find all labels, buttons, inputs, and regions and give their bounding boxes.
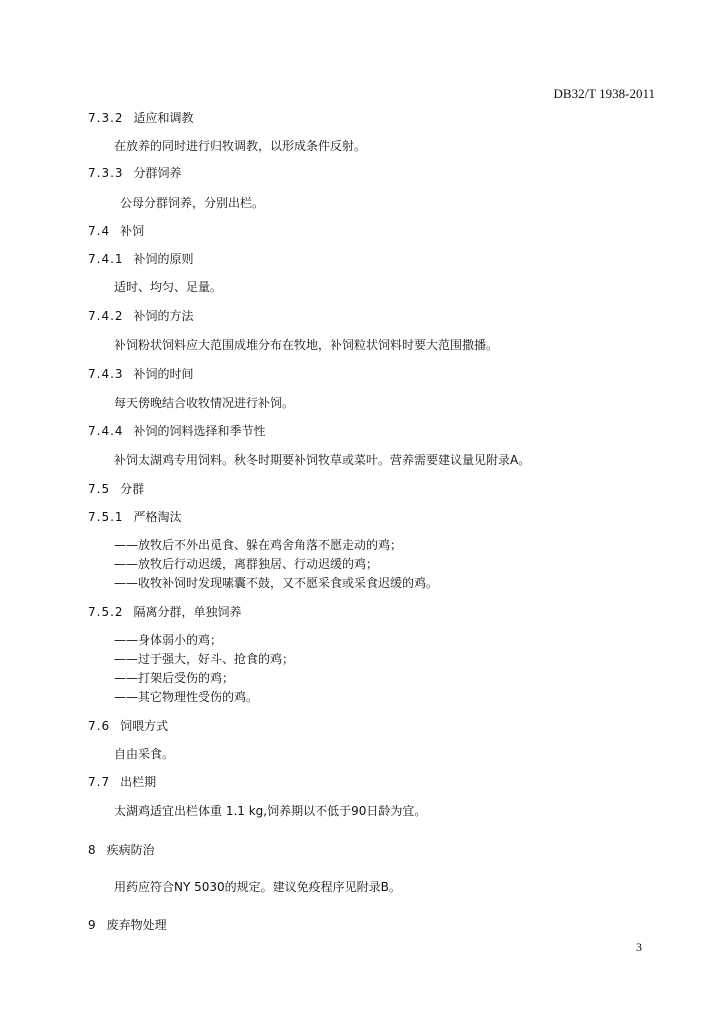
- heading-7-3-3: [88, 165, 182, 181]
- section-number: 7.4.1: [88, 252, 124, 266]
- section-title: 废弃物处理: [106, 918, 167, 932]
- section-title: 补饲的方法: [133, 309, 194, 323]
- section-number: 7.5: [88, 482, 111, 496]
- section-number: 7.3.3: [88, 166, 124, 180]
- paragraph: 太湖鸡适宜出栏体重 1.1 kg,饲养期以不低于90日龄为宜。: [114, 804, 427, 818]
- heading-7-4: [88, 223, 144, 239]
- heading-7-3-2: [88, 110, 194, 126]
- section-number: 7.6: [88, 719, 111, 733]
- section-title: 严格淘汰: [133, 510, 182, 524]
- section-number: 8: [88, 843, 97, 857]
- document-code: DB32/T 1938-2011: [553, 86, 655, 101]
- paragraph: 用药应符合NY 5030的规定。建议免疫程序见附录B。: [114, 880, 401, 894]
- section-number: 7.4.3: [88, 367, 124, 381]
- section-number: 7.3.2: [88, 111, 124, 125]
- section-number: 7.7: [88, 775, 111, 789]
- section-title: 补饲的原则: [133, 252, 194, 266]
- section-title: 适应和调教: [133, 111, 194, 125]
- list-item: ——身体弱小的鸡；: [114, 633, 223, 647]
- section-title: 补饲的时间: [133, 367, 194, 381]
- paragraph: 自由采食。: [114, 747, 175, 761]
- heading-7-6: [88, 718, 168, 734]
- heading-7-4-3: [88, 366, 194, 382]
- heading-7-4-2: [88, 308, 194, 324]
- heading-7-7: [88, 774, 156, 790]
- section-title: 分群饲养: [133, 166, 182, 180]
- section-number: 7.4: [88, 224, 111, 238]
- paragraph: 适时、均匀、足量。: [114, 280, 223, 294]
- section-title: 补饲: [120, 224, 145, 238]
- heading-7-5: [88, 481, 144, 497]
- section-title: 饲喂方式: [120, 719, 169, 733]
- section-number: 7.4.2: [88, 309, 124, 323]
- section-number: 9: [88, 918, 97, 932]
- list-item: ——放牧后行动迟缓，离群独居、行动迟缓的鸡；: [114, 557, 379, 571]
- heading-9: [88, 917, 167, 933]
- section-number: 7.4.4: [88, 424, 124, 438]
- list-item: ——放牧后不外出觅食、躲在鸡舍角落不愿走动的鸡；: [114, 538, 403, 552]
- list-item: ——打架后受伤的鸡；: [114, 671, 235, 685]
- paragraph: 每天傍晚结合收牧情况进行补饲。: [114, 396, 295, 410]
- paragraph: 公母分群饲养，分别出栏。: [120, 196, 265, 210]
- section-title: 疾病防治: [106, 843, 155, 857]
- page-number: 3: [636, 940, 642, 954]
- list-item: ——收牧补饲时发现嗉囊不鼓，又不愿采食或采食迟缓的鸡。: [114, 576, 439, 590]
- list-item: ——其它物理性受伤的鸡。: [114, 690, 259, 704]
- section-title: 分群: [120, 482, 145, 496]
- list-item: ——过于强大，好斗、抢食的鸡；: [114, 652, 295, 666]
- section-number: 7.5.2: [88, 605, 124, 619]
- heading-7-5-2: [88, 604, 242, 620]
- section-number: 7.5.1: [88, 510, 124, 524]
- section-title: 隔离分群，单独饲养: [133, 605, 242, 619]
- heading-7-4-4: [88, 423, 266, 439]
- heading-7-4-1: [88, 251, 194, 267]
- paragraph: 补饲粉状饲料应大范围成堆分布在牧地，补饲粒状饲料时要大范围撒播。: [114, 338, 499, 352]
- heading-7-5-1: [88, 509, 182, 525]
- section-title: 出栏期: [120, 775, 157, 789]
- heading-8: [88, 842, 155, 858]
- paragraph: 补饲太湖鸡专用饲料。秋冬时期要补饲牧草或菜叶。营养需要建议量见附录A。: [114, 453, 531, 467]
- section-title: 补饲的饲料选择和季节性: [133, 424, 266, 438]
- paragraph: 在放养的同时进行归牧调教，以形成条件反射。: [114, 139, 367, 153]
